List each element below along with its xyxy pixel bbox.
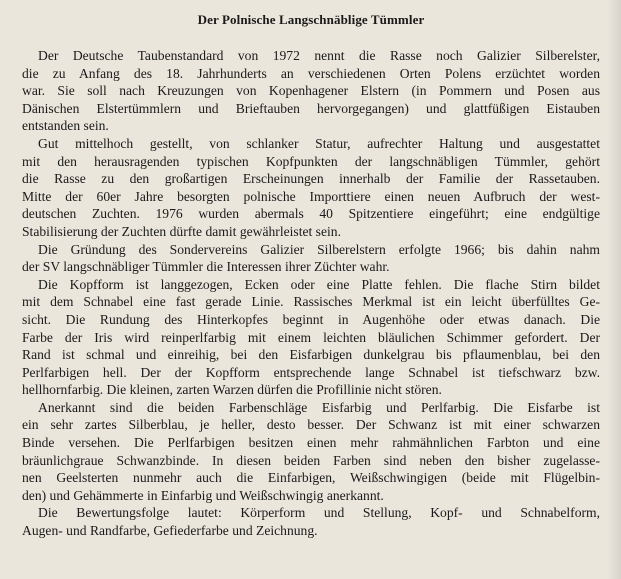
- text-line: Perlfarbigen hell. Der der Kopfform entsprechende lange Schnabel ist tiefschwarz bzw.: [22, 364, 600, 380]
- text-line: der SV langschnäbliger Tümmler die Interessen ihrer Züchter wahr.: [22, 259, 390, 275]
- text-line: Stabilisierung der Zuchten dürfte damit gewährleistet sein.: [22, 223, 341, 239]
- text-line: Die Bewertungsfolge lautet: Körperform und Stellung, Kopf- und Schnabelform,: [38, 505, 600, 521]
- text-line: bräunlichgraue Schwanzbinde. In diesen beiden Farben sind neben den bisher zugelasse-: [22, 452, 600, 468]
- paragraph: [22, 135, 600, 241]
- text-line: ein sehr zartes Silberblau, je heller, desto besser. Der Schwanz ist mit einer schwarzen: [22, 417, 600, 433]
- paragraph: [22, 504, 600, 539]
- paragraph: [22, 47, 600, 135]
- text-line: Binde versehen. Die Perlfarbigen besitzen einen mehr rahmähnlichen Farbton und eine: [22, 435, 600, 451]
- document-title: Der Polnische Langschnäblige Tümmler: [197, 12, 425, 27]
- text-line: war. Sie soll nach Kreuzungen von Kopenhagener Elstern (in Pommern und Posen aus: [22, 83, 600, 99]
- paragraph: [22, 399, 600, 505]
- text-line: Mitte der 60er Jahre besorgten polnische Importtiere einen neuen Aufbruch der west-: [22, 188, 600, 204]
- text-line: Dänischen Elstertümmlern und Brieftauben hervorgegangen) und glattfüßigen Eistauben: [22, 100, 600, 116]
- document-page: [22, 12, 600, 540]
- text-line: sicht. Die Rundung des Hinterkopfes beginnt in Augenhöhe oder etwas danach. Die: [22, 311, 600, 327]
- document-body: [22, 47, 600, 540]
- text-line: mit den herausragenden typischen Kopfpunkten der langschnäbligen Tümmler, gehört: [22, 153, 600, 169]
- text-line: Anerkannt sind die beiden Farbenschläge Eisfarbig und Perlfarbig. Die Eisfarbe ist: [38, 399, 600, 415]
- text-line: Der Deutsche Taubenstandard von 1972 nennt die Rasse noch Galizier Silberelster,: [38, 48, 600, 63]
- paragraph: [22, 276, 600, 399]
- paragraph: [22, 241, 600, 276]
- text-line: entstanden sein.: [22, 118, 109, 134]
- text-line: die Rasse zu den großartigen Erscheinungen innerhalb der Familie der Rassetauben.: [22, 171, 600, 187]
- text-line: mit dem Schnabel eine fast gerade Linie. Rassisches Merkmal ist ein leicht überfülltes Ge-: [22, 294, 600, 310]
- text-line: nen Geelsterten nunmehr auch die Einfarbigen, Weißschwingigen (beide mit Flügelbin-: [22, 470, 600, 486]
- text-line: den) und Gehämmerte in Einfarbig und Weißschwingig anerkannt.: [22, 487, 384, 503]
- text-line: Die Kopfform ist langgezogen, Ecken oder eine Platte fehlen. Die flache Stirn bildet: [38, 276, 600, 292]
- scan-edge: [607, 0, 621, 579]
- text-line: Gut mittelhoch gestellt, von schlanker Statur, aufrechter Haltung und ausgestattet: [38, 135, 600, 151]
- text-line: die zu Anfang des 18. Jahrhunderts an verschiedenen Orten Polens erzüchtet worden: [22, 65, 600, 81]
- text-line: Augen- und Randfarbe, Gefiederfarbe und Zeichnung.: [22, 523, 318, 539]
- text-line: deutschen Zuchten. 1976 wurden abermals 40 Spitzentiere eingeführt; eine endgültige: [22, 206, 600, 222]
- text-line: hellhornfarbig. Die kleinen, zarten Warzen dürfen die Profillinie nicht stören.: [22, 382, 442, 398]
- text-line: Die Gründung des Sondervereins Galizier Silberelstern erfolgte 1966; bis dahin nahm: [38, 241, 600, 257]
- text-line: Rand ist schmal und einreihig, bei den Eisfarbigen dunkelgrau bis pflaumenblau, bei den: [22, 347, 600, 363]
- text-line: Farbe der Iris wird reinperlfarbig mit einem leichten bläulichen Schimmer gefordert. Der: [22, 329, 600, 345]
